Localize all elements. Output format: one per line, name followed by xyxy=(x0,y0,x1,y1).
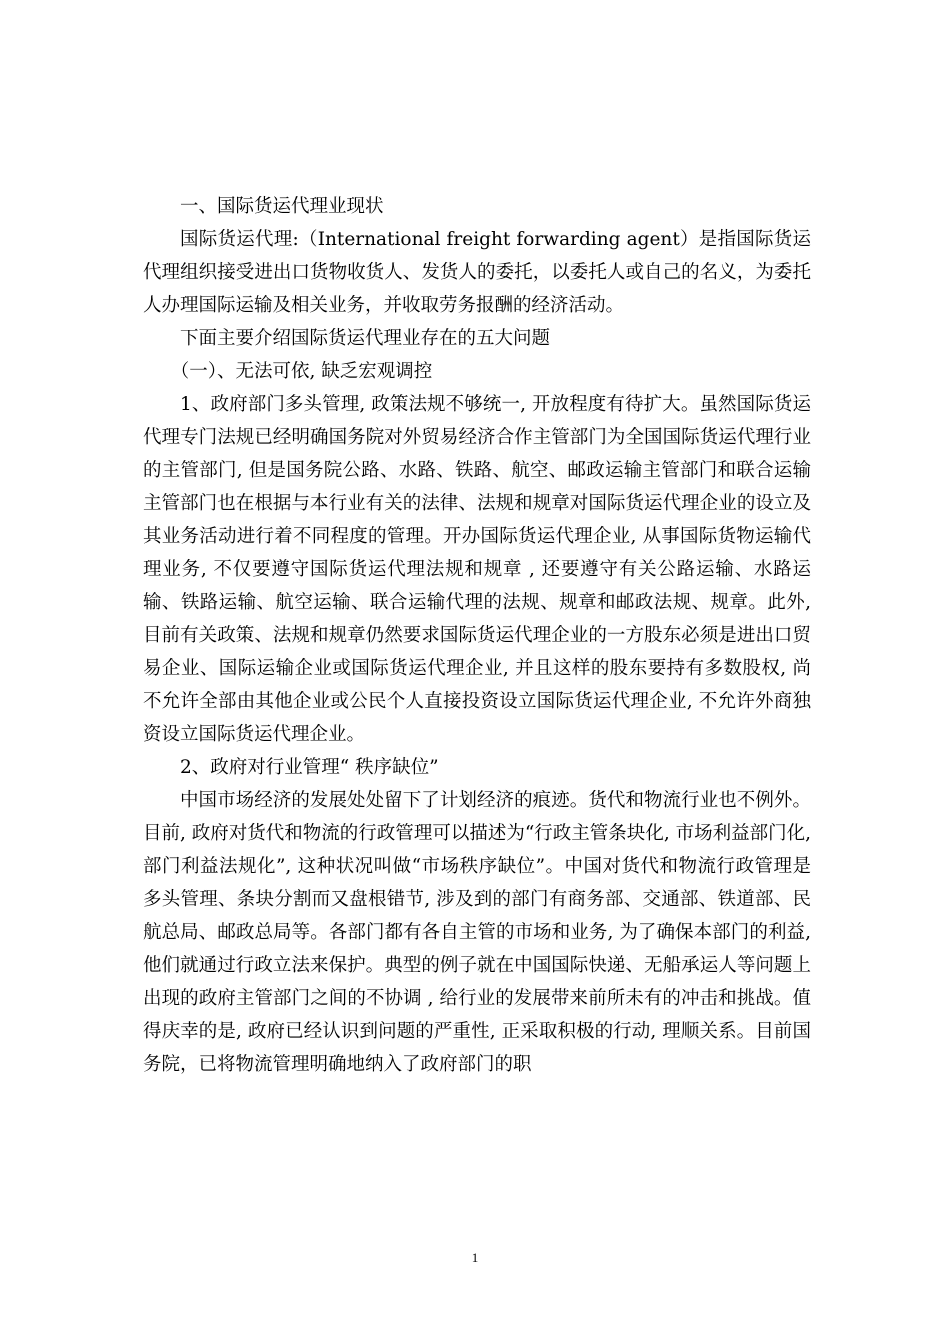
document-body xyxy=(143,190,811,1081)
section-heading: 一、国际货运代理业现状 xyxy=(180,196,384,217)
paragraph-definition: 国际货运代理:（International freight forwarding agent）是指国际货运代理组织接受进出口货物收货人、发货人的委托，以委托人或自己的名义，为委托人办理国际运输及相关业务，并收取劳务报酬的经济活动。 xyxy=(143,229,811,316)
paragraph-point-1: 1、政府部门多头管理, 政策法规不够统一, 开放程度有待扩大。虽然国际货运代理专门法规已经明确国务院对外贸易经济合作主管部门为全国国际货运代理行业的主管部门, 但是国务院公路、水路、铁路、航空、邮政运输主管部门和联合运输主管部门也在根据与本行业有关的法律、法规和规章对国际货运代理企业的设立及其业务活动进行着不同程度的管理。开办国际货运代理企业, 从事国际货物运输代理业务, 不仅要遵守国际货运代理法规和规章 , 还要遵守有关公路运输、水路运输、铁路运输、航空运输、联合运输代理的法规、规章和邮政法规、规章。此外, 目前有关政策、法规和规章仍然要求国际货运代理企业的一方股东必须是进出口贸易企业、国际运输企业或国际货运代理企业, 并且这样的股东要持有多数股权, 尚不允许全部由其他企业或公民个人直接投资设立国际货运代理企业, 不允许外商独资设立国际货运代理企业。 xyxy=(143,394,811,745)
paragraph-intro: 下面主要介绍国际货运代理业存在的五大问题 xyxy=(180,328,551,349)
paragraph-point-2-heading: 2、政府对行业管理“ 秩序缺位” xyxy=(180,757,439,778)
paragraph-point-2-body: 中国市场经济的发展处处留下了计划经济的痕迹。货代和物流行业也不例外。目前, 政府对货代和物流的行政管理可以描述为“行政主管条块化, 市场利益部门化, 部门利益法规化”, 这种状况叫做“市场秩序缺位”。中国对货代和物流行政管理是多头管理、条块分割而又盘根错节, 涉及到的部门有商务部、交通部、铁道部、民航总局、邮政总局等。各部门都有各自主管的市场和业务, 为了确保本部门的利益, 他们就通过行政立法来保护。典型的例子就在中国国际快递、无船承运人等问题上出现的政府主管部门之间的不协调 , 给行业的发展带来前所未有的冲击和挑战。值得庆幸的是, 政府已经认识到问题的严重性, 正采取积极的行动, 理顺关系。目前国务院，已将物流管理明确地纳入了政府部门的职 xyxy=(143,790,811,1075)
page-number: 1 xyxy=(471,1250,479,1265)
subsection-heading: （一）、无法可依, 缺乏宏观调控 xyxy=(170,361,433,382)
